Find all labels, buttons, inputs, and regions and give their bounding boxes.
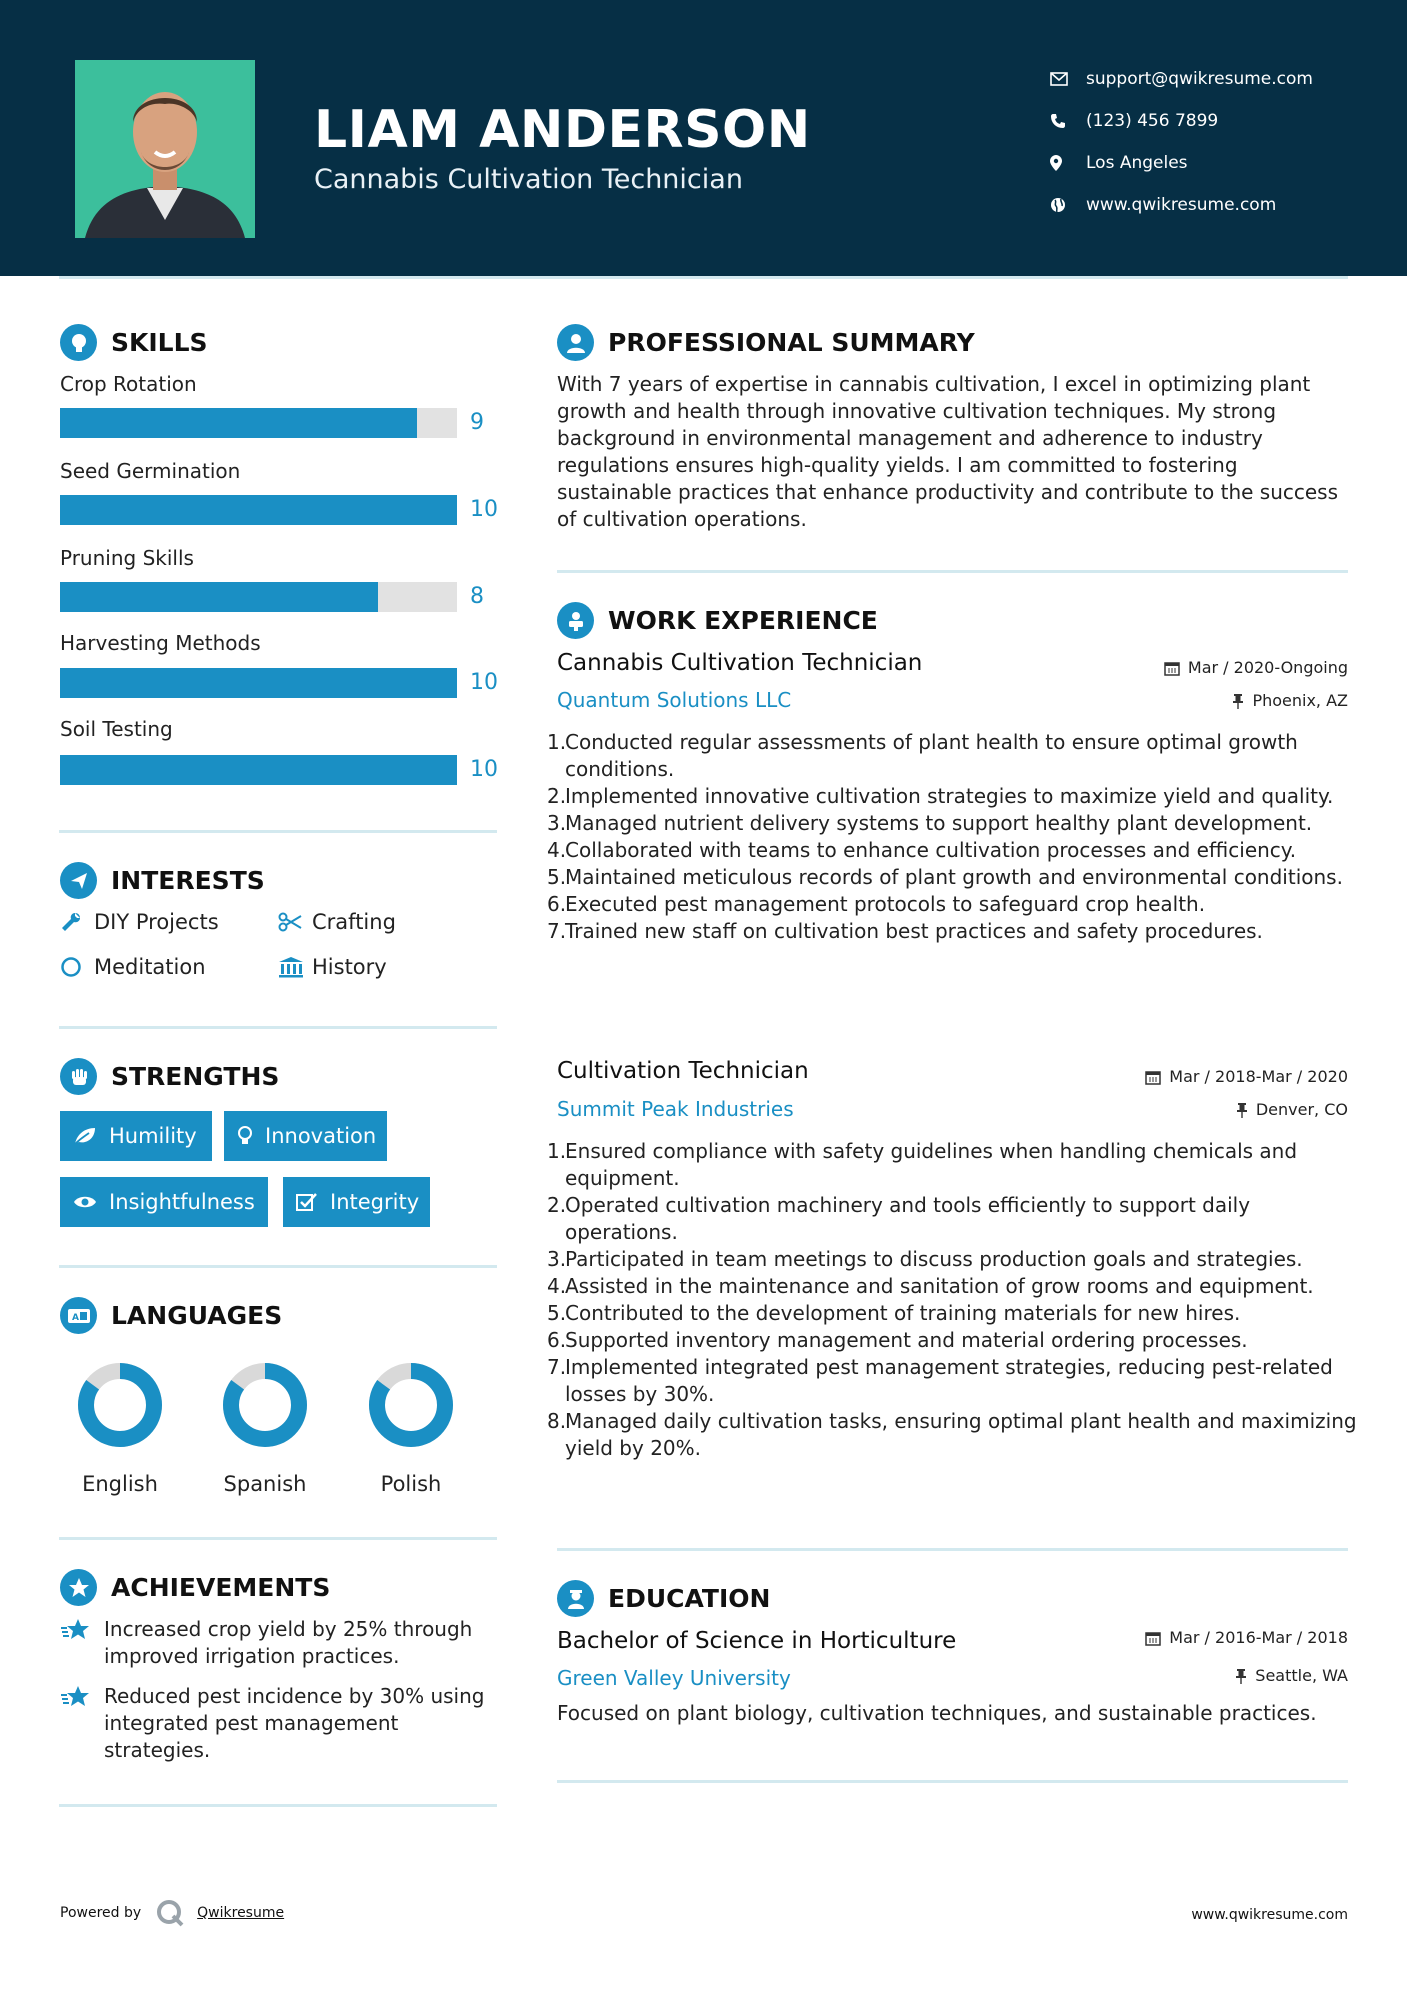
achievements-heading (60, 1569, 330, 1606)
language-label: Polish (380, 1472, 442, 1496)
language-item (50, 1360, 190, 1496)
contact-location-text: Los Angeles (1086, 153, 1188, 173)
interests-heading (60, 862, 265, 899)
contact-phone[interactable] (1050, 100, 1313, 142)
summary-heading (557, 324, 975, 361)
list-item: 1. Conducted regular assessments of plant health to ensure optimal growth conditions. (547, 730, 1298, 781)
list-item: 2. Operated cultivation machinery and tools efficiently to support daily operations. (547, 1193, 1251, 1244)
brand-link[interactable]: Qwikresume (197, 1905, 285, 1921)
interest-item (278, 955, 387, 979)
list-item: 7. Implemented integrated pest management strategies, reducing pest-related losses by 30%. (547, 1355, 1333, 1406)
skill-bar (60, 495, 457, 525)
fist-icon (60, 1058, 97, 1095)
section-divider (557, 1780, 1348, 1783)
interest-label: Crafting (312, 910, 396, 934)
profile-photo (75, 60, 255, 238)
interests-title: INTERESTS (111, 866, 265, 895)
star-icon (60, 1569, 97, 1606)
skill-bar-fill (60, 495, 457, 525)
list-item: 6. Supported inventory management and material ordering processes. (547, 1328, 1248, 1352)
job-bullets (547, 729, 1357, 945)
contact-email[interactable] (1050, 58, 1313, 100)
skill-bar-fill (60, 408, 417, 438)
strength-label: Humility (109, 1124, 197, 1148)
section-divider (59, 1026, 497, 1029)
wrench-icon (60, 911, 94, 933)
list-item: 3. Managed nutrient delivery systems to support healthy plant development. (547, 811, 1313, 835)
language-label: English (82, 1472, 158, 1496)
achievement-item (60, 1616, 500, 1670)
education-title: EDUCATION (608, 1584, 771, 1613)
list-item: 5. Maintained meticulous records of plant growth and environmental conditions. (547, 865, 1343, 889)
paper-plane-icon (60, 862, 97, 899)
skill-label: Soil Testing (60, 717, 173, 741)
candidate-title: Cannabis Cultivation Technician (314, 164, 743, 195)
globe-icon (1050, 197, 1086, 213)
powered-by-text: Powered by (60, 1905, 142, 1921)
skill-label: Pruning Skills (60, 546, 194, 570)
languages-heading (60, 1297, 282, 1334)
footer-powered (60, 1898, 284, 1928)
skills-title: SKILLS (111, 328, 208, 357)
pin-icon (1236, 1102, 1248, 1118)
list-item: 5. Contributed to the development of training materials for new hires. (547, 1301, 1241, 1325)
pin-icon (1232, 693, 1244, 709)
contact-list (1050, 58, 1313, 226)
contact-website[interactable] (1050, 184, 1313, 226)
languages-title: LANGUAGES (111, 1301, 283, 1330)
contact-location (1050, 142, 1313, 184)
candidate-name: LIAM ANDERSON (314, 100, 811, 160)
list-item: 1. Ensured compliance with safety guidelines when handling chemicals and equipment. (547, 1139, 1298, 1190)
language-donut (220, 1360, 310, 1450)
skill-bar (60, 582, 457, 612)
education-date (1145, 1628, 1348, 1647)
education-school: Green Valley University (557, 1666, 791, 1690)
calendar-icon (1145, 1069, 1161, 1085)
summary-title: PROFESSIONAL SUMMARY (608, 328, 975, 357)
eye-icon (73, 1194, 97, 1210)
education-location (1235, 1666, 1348, 1685)
interest-item (278, 910, 396, 934)
experience-title: WORK EXPERIENCE (608, 606, 878, 635)
skill-value: 10 (470, 670, 498, 695)
summary-text: With 7 years of expertise in cannabis cultivation, I excel in optimizing plant growth and health through innovative cultivation techniques. My strong background in environmental management and adherence to industry regulations ensures high-quality yields. I am committed to fostering sustainable practices that enhance productivity and contribute to the success of cultivation operations. (557, 372, 1339, 531)
job-title: Cannabis Cultivation Technician (557, 650, 923, 676)
list-item: 4. Assisted in the maintenance and sanitation of grow rooms and equipment. (547, 1274, 1314, 1298)
job-date-text: Mar / 2020-Ongoing (1187, 658, 1348, 677)
interest-item (60, 955, 206, 979)
interest-item (60, 910, 219, 934)
strengths-title: STRENGTHS (111, 1062, 280, 1091)
scissors-icon (278, 912, 312, 932)
interest-label: DIY Projects (94, 910, 219, 934)
strength-label: Insightfulness (109, 1190, 255, 1214)
section-divider (59, 1537, 497, 1540)
job-bullets (547, 1138, 1357, 1462)
section-divider (557, 570, 1348, 573)
museum-icon (278, 956, 312, 978)
contact-website-text: www.qwikresume.com (1086, 195, 1277, 215)
leaf-icon (73, 1126, 97, 1146)
list-item: 6. Executed pest management protocols to safeguard crop health. (547, 892, 1206, 916)
job-date (1164, 658, 1348, 677)
skill-bar (60, 668, 457, 698)
contact-phone-text: (123) 456 7899 (1086, 111, 1219, 131)
language-item (195, 1360, 335, 1496)
map-pin-icon (1050, 155, 1086, 171)
job-location-text: Phoenix, AZ (1252, 691, 1348, 710)
section-divider (59, 830, 497, 833)
pin-icon (1235, 1668, 1247, 1684)
language-item (341, 1360, 481, 1496)
job-date (1145, 1067, 1348, 1086)
lightbulb-icon (237, 1125, 253, 1147)
skill-value: 10 (470, 497, 498, 522)
user-icon (557, 324, 594, 361)
list-item: 3. Participated in team meetings to discuss production goals and strategies. (547, 1247, 1303, 1271)
job-date-text: Mar / 2018-Mar / 2020 (1169, 1067, 1348, 1086)
strength-tag (60, 1177, 268, 1227)
job-title: Cultivation Technician (557, 1058, 809, 1084)
header-divider (59, 276, 1348, 279)
footer-site[interactable]: www.qwikresume.com (1191, 1907, 1348, 1923)
skill-bar (60, 408, 457, 438)
achievements-title: ACHIEVEMENTS (111, 1573, 331, 1602)
list-item: 8. Managed daily cultivation tasks, ensuring optimal plant health and maximizing yield by 20%. (547, 1409, 1357, 1460)
education-text: Focused on plant biology, cultivation techniques, and sustainable practices. (557, 1701, 1317, 1725)
achievement-item (60, 1683, 500, 1764)
section-divider (557, 1548, 1348, 1551)
list-item: 2. Implemented innovative cultivation strategies to maximize yield and quality. (547, 784, 1334, 808)
job-company: Quantum Solutions LLC (557, 688, 792, 712)
interest-label: Meditation (94, 955, 206, 979)
language-label: Spanish (223, 1472, 307, 1496)
skill-bar-fill (60, 755, 457, 785)
education-location-text: Seattle, WA (1255, 1666, 1348, 1685)
star-icon (60, 1683, 104, 1764)
education-date-text: Mar / 2016-Mar / 2018 (1169, 1628, 1348, 1647)
language-icon (60, 1297, 97, 1334)
skill-bar-fill (60, 668, 457, 698)
achievement-text: Increased crop yield by 25% through improved irrigation practices. (104, 1617, 473, 1668)
circle-icon (60, 956, 94, 978)
phone-icon (1050, 113, 1086, 129)
skill-label: Seed Germination (60, 459, 241, 483)
list-item: 7. Trained new staff on cultivation best practices and safety procedures. (547, 919, 1263, 943)
achievement-text: Reduced pest incidence by 30% using integrated pest management strategies. (104, 1684, 485, 1762)
resume-header (0, 0, 1407, 276)
calendar-icon (1145, 1630, 1161, 1646)
strength-tag (224, 1111, 387, 1161)
skill-bar (60, 755, 457, 785)
section-divider (59, 1265, 497, 1268)
skill-label: Crop Rotation (60, 372, 197, 396)
briefcase-icon (557, 602, 594, 639)
contact-email-text: support@qwikresume.com (1086, 69, 1313, 89)
skills-heading (60, 324, 208, 361)
language-donut (75, 1360, 165, 1450)
skill-value: 9 (470, 410, 484, 435)
list-item: 4. Collaborated with teams to enhance cultivation processes and efficiency. (547, 838, 1297, 862)
svg-text:A: A (71, 1312, 79, 1323)
strengths-heading (60, 1058, 279, 1095)
strength-tag (60, 1111, 212, 1161)
language-donut (366, 1360, 456, 1450)
skill-bar-fill (60, 582, 378, 612)
lightbulb-icon (60, 324, 97, 361)
calendar-icon (1164, 660, 1180, 676)
experience-heading (557, 602, 878, 639)
strength-tag (283, 1177, 430, 1227)
strength-label: Innovation (265, 1124, 377, 1148)
envelope-icon (1050, 72, 1086, 86)
job-location (1236, 1100, 1348, 1119)
qwikresume-logo-icon (155, 1898, 185, 1928)
education-heading (557, 1580, 770, 1617)
job-company: Summit Peak Industries (557, 1097, 794, 1121)
job-location (1232, 691, 1348, 710)
interest-label: History (312, 955, 387, 979)
education-degree: Bachelor of Science in Horticulture (557, 1628, 957, 1654)
skill-label: Harvesting Methods (60, 631, 261, 655)
check-square-icon (296, 1192, 318, 1212)
section-divider (59, 1804, 497, 1807)
skill-value: 8 (470, 584, 484, 609)
skill-value: 10 (470, 757, 498, 782)
job-location-text: Denver, CO (1255, 1100, 1348, 1119)
graduate-icon (557, 1580, 594, 1617)
star-icon (60, 1616, 104, 1670)
strength-label: Integrity (330, 1190, 420, 1214)
